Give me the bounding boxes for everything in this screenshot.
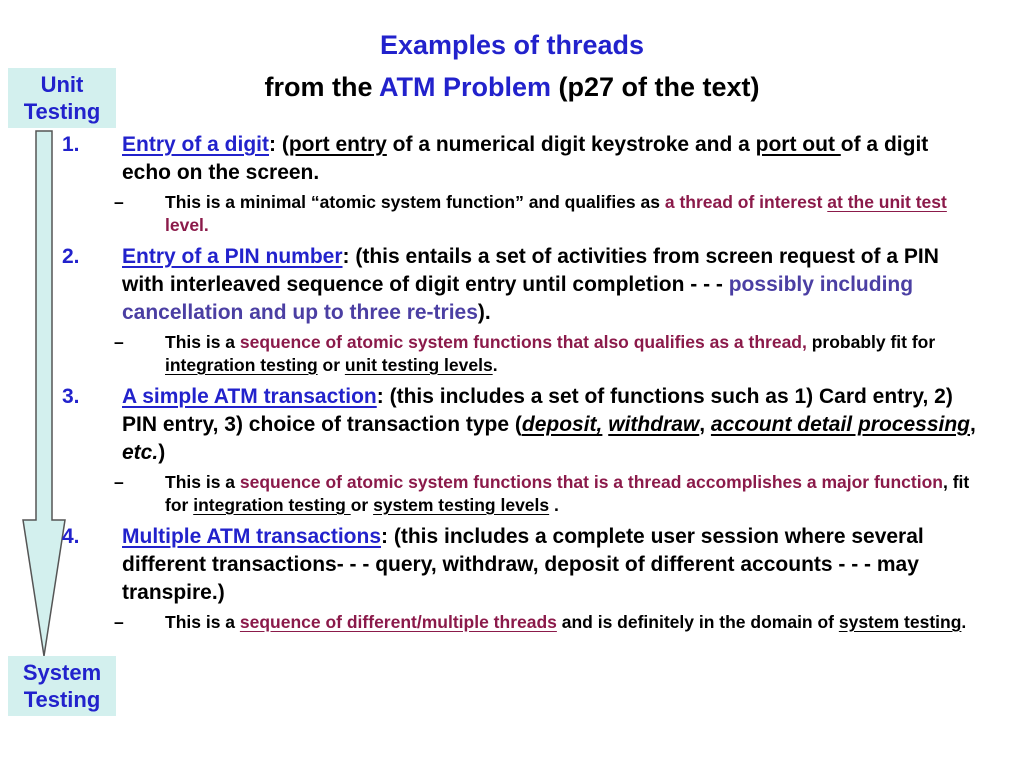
entry-of-a-digit-label: Entry of a digit <box>122 133 269 156</box>
down-arrow-icon <box>22 130 66 658</box>
list-item-3: 3. A simple ATM transaction: (this includes a set of functions such as 1) Card entry, 2) PIN entry, 3) choice of transaction type (deposit, withdraw, account detail processing, etc.) <box>62 385 976 464</box>
list-subitem-4: – This is a sequence of different/multiple threads and is definitely in the domain of system testing. <box>114 612 967 632</box>
unit-testing-label: Unit Testing <box>8 68 116 128</box>
simple-atm-transaction-label: A simple ATM transaction <box>122 385 377 408</box>
list-item-4: 4. Multiple ATM transactions: (this includes a complete user session where several different transactions- - - query, withdraw, deposit of different accounts - - - may transpire.) <box>62 525 924 604</box>
atm-problem-label: ATM Problem <box>378 72 551 102</box>
list-item-2: 2. Entry of a PIN number: (this entails a set of activities from screen request of a PIN with interleaved sequence of digit entry until completion - - - possibly including cancellation and up to three re-tries). <box>62 245 939 324</box>
entry-of-a-pin-number-label: Entry of a PIN number <box>122 245 343 268</box>
slide-title: Examples of threads <box>379 30 645 60</box>
slide-subtitle: from the ATM Problem (p27 of the text) <box>264 72 760 102</box>
list-subitem-3: – This is a sequence of atomic system functions that is a thread accomplishes a major function, fit for integration testing or system testing levels . <box>114 472 970 515</box>
multiple-atm-transactions-label: Multiple ATM transactions <box>122 525 382 548</box>
list-subitem-2: – This is a sequence of atomic system functions that also qualifies as a thread, probably fit for integration testing or unit testing levels. <box>114 332 936 375</box>
list-subitem-1: – This is a minimal “atomic system function” and qualifies as a thread of interest at the unit test level. <box>114 192 947 235</box>
list-item-1: 1. Entry of a digit: (port entry of a numerical digit keystroke and a port out of a digit echo on the screen. <box>62 133 929 184</box>
thread-examples-list <box>62 131 982 640</box>
system-testing-label: System Testing <box>8 656 116 716</box>
